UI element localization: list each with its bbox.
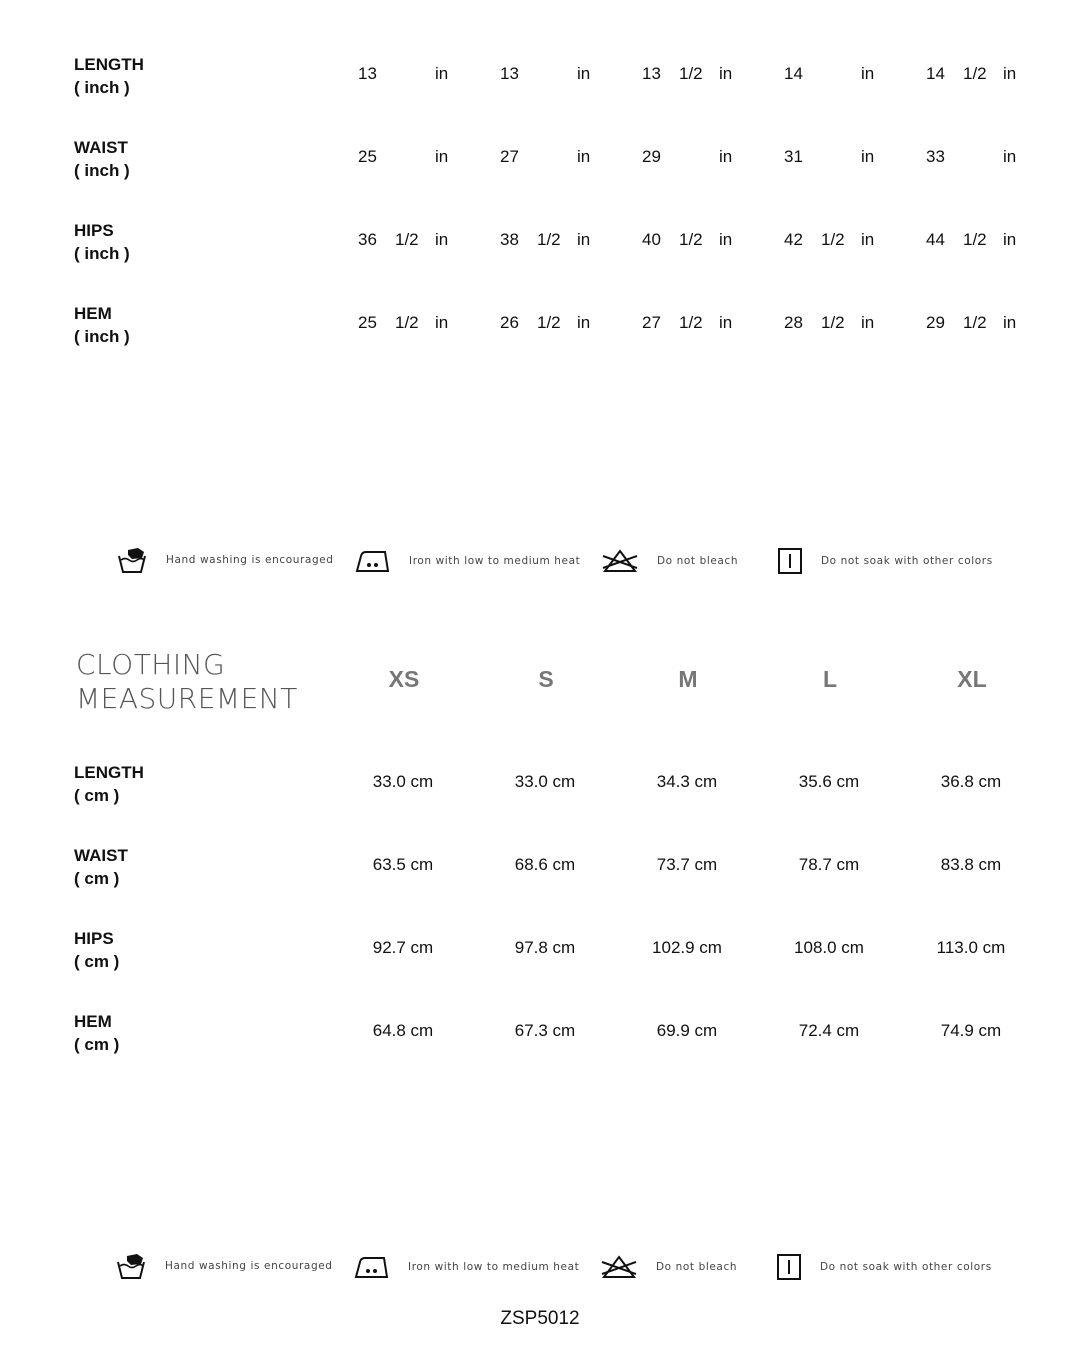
cm-cell: 72.4 cm — [798, 1021, 860, 1040]
care-label: Do not bleach — [657, 555, 739, 567]
inch-cell: 13 in — [500, 64, 591, 83]
row-unit-text: ( cm ) — [74, 952, 120, 971]
cm-row-label — [74, 761, 144, 807]
row-unit-text: ( inch ) — [74, 244, 130, 263]
inch-cell: 29 in — [642, 147, 733, 166]
cm-cell: 64.8 cm — [372, 1021, 434, 1040]
row-label-text: WAIST — [74, 846, 128, 865]
row-unit-text: ( cm ) — [74, 1035, 120, 1054]
cm-row-label — [74, 1010, 119, 1056]
cm-cell: 83.8 cm — [940, 855, 1002, 874]
inch-cell: 26 1/2 in — [500, 313, 591, 332]
care-label: Iron with low to medium heat — [408, 1261, 580, 1273]
inch-cell: 14 in — [784, 64, 875, 83]
no-soak-icon — [776, 1253, 802, 1281]
cm-cell: 33.0 cm — [514, 772, 576, 791]
size-header-xs: XS — [388, 666, 420, 692]
heading-line: CLOTHING — [76, 648, 226, 681]
inch-cell: 25 1/2 in — [358, 313, 449, 332]
inch-cell: 44 1/2 in — [926, 230, 1017, 249]
iron-icon — [354, 1254, 390, 1280]
care-iron — [355, 548, 580, 574]
row-unit-text: ( inch ) — [74, 161, 130, 180]
row-label-text: HEM — [74, 1012, 112, 1031]
cm-cell: 35.6 cm — [798, 772, 860, 791]
care-label: Iron with low to medium heat — [409, 555, 581, 567]
care-hand-wash — [116, 546, 334, 574]
cm-cell: 36.8 cm — [940, 772, 1002, 791]
inch-cell: 13 in — [358, 64, 449, 83]
cm-cell: 68.6 cm — [514, 855, 576, 874]
row-label-text: HIPS — [74, 929, 114, 948]
cm-row-label — [74, 844, 128, 890]
care-label: Do not soak with other colors — [821, 555, 993, 567]
care-label: Hand washing is encouraged — [165, 1260, 333, 1272]
row-unit-text: ( inch ) — [74, 78, 130, 97]
cm-cell: 78.7 cm — [798, 855, 860, 874]
cm-cell: 97.8 cm — [514, 938, 576, 957]
row-label-text: WAIST — [74, 138, 128, 157]
care-iron — [354, 1254, 579, 1280]
cm-cell: 34.3 cm — [656, 772, 718, 791]
inch-cell: 27 in — [500, 147, 591, 166]
hand-wash-icon — [116, 546, 148, 574]
cm-cell: 69.9 cm — [656, 1021, 718, 1040]
care-no-soak — [776, 1253, 992, 1281]
inch-row-label — [74, 302, 130, 348]
care-label: Hand washing is encouraged — [166, 554, 334, 566]
row-label-text: HEM — [74, 304, 112, 323]
row-label-text: LENGTH — [74, 763, 144, 782]
row-unit-text: ( cm ) — [74, 786, 120, 805]
row-label-text: HIPS — [74, 221, 114, 240]
row-unit-text: ( cm ) — [74, 869, 120, 888]
cm-cell: 102.9 cm — [652, 938, 722, 957]
inch-cell: 33 in — [926, 147, 1017, 166]
inch-row-label — [74, 136, 130, 182]
row-label-text: LENGTH — [74, 55, 144, 74]
care-label: Do not bleach — [656, 1261, 738, 1273]
care-no-bleach — [601, 548, 738, 574]
inch-cell: 42 1/2 in — [784, 230, 875, 249]
no-soak-icon — [777, 547, 803, 575]
care-no-soak — [777, 547, 993, 575]
inch-cell: 31 in — [784, 147, 875, 166]
inch-cell: 38 1/2 in — [500, 230, 591, 249]
row-unit-text: ( inch ) — [74, 327, 130, 346]
inch-cell: 27 1/2 in — [642, 313, 733, 332]
no-bleach-icon — [600, 1254, 638, 1280]
cm-cell: 67.3 cm — [514, 1021, 576, 1040]
size-header-m: M — [678, 666, 698, 692]
cm-cell: 33.0 cm — [372, 772, 434, 791]
product-code: ZSP5012 — [500, 1308, 580, 1329]
care-hand-wash — [115, 1252, 333, 1280]
cm-cell: 108.0 cm — [794, 938, 864, 957]
heading-line: MEASUREMENT — [76, 682, 298, 715]
inch-cell: 40 1/2 in — [642, 230, 733, 249]
inch-cell: 28 1/2 in — [784, 313, 875, 332]
inch-cell: 14 1/2 in — [926, 64, 1017, 83]
no-bleach-icon — [601, 548, 639, 574]
clothing-measurement-heading — [76, 648, 298, 716]
inch-row-label — [74, 219, 130, 265]
inch-cell: 13 1/2 in — [642, 64, 733, 83]
inch-cell: 36 1/2 in — [358, 230, 449, 249]
iron-icon — [355, 548, 391, 574]
inch-cell: 29 1/2 in — [926, 313, 1017, 332]
care-no-bleach — [600, 1254, 737, 1280]
size-header-s: S — [538, 666, 554, 692]
size-header-l: L — [822, 666, 838, 692]
size-header-xl: XL — [957, 666, 987, 692]
cm-cell: 113.0 cm — [936, 938, 1006, 957]
cm-cell: 92.7 cm — [372, 938, 434, 957]
care-label: Do not soak with other colors — [820, 1261, 992, 1273]
cm-cell: 73.7 cm — [656, 855, 718, 874]
cm-row-label — [74, 927, 119, 973]
inch-row-label — [74, 53, 144, 99]
inch-cell: 25 in — [358, 147, 449, 166]
cm-cell: 74.9 cm — [940, 1021, 1002, 1040]
hand-wash-icon — [115, 1252, 147, 1280]
cm-cell: 63.5 cm — [372, 855, 434, 874]
